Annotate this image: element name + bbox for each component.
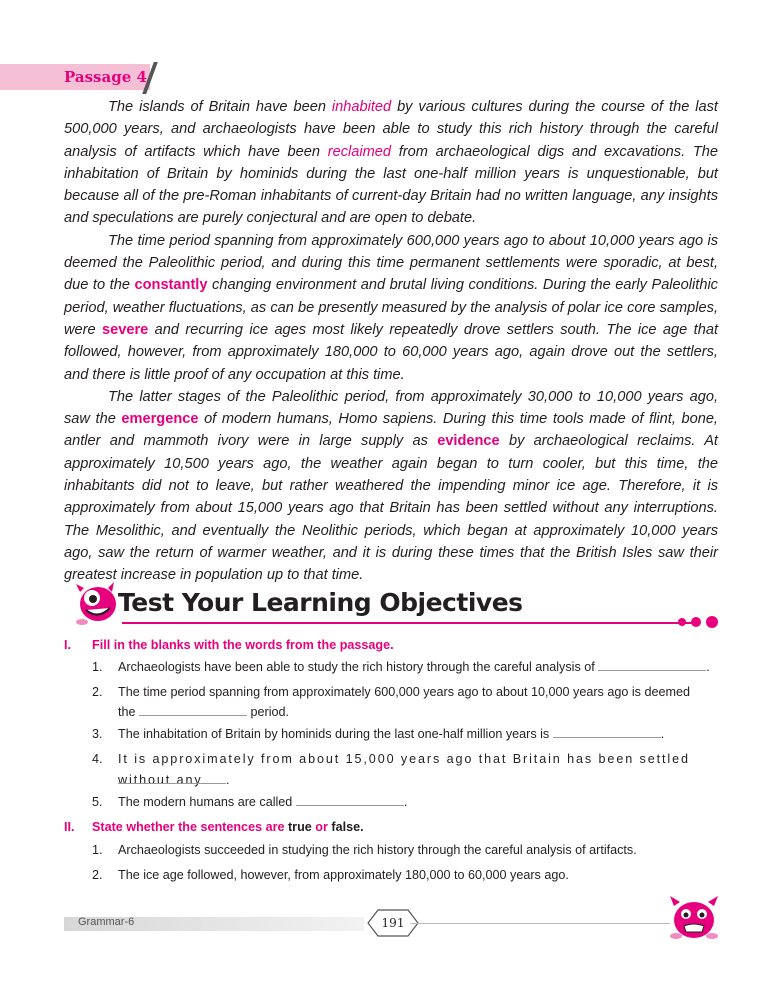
vocab-word: emergence <box>121 411 199 428</box>
question-text: The inhabitation of Britain by hominids during the last one-half million years is <box>118 727 550 741</box>
text-run: from archaeological digs and excavations. The inhabitation of Britain by hominids during the last one-half million years is unquestionable, but because all of the pre-Roman inhabitants of current-day Britain had no written language, any insights and speculations are purely conjectural and are open to debate. <box>64 143 718 227</box>
tlo-title: Test Your Learning Objectives <box>118 588 523 617</box>
question-4-line1: It is approximately from about 15,000 years ago that Britain has been settled without any <box>118 752 690 787</box>
answer-blank[interactable] <box>139 703 247 716</box>
question-number: 2. <box>92 685 103 699</box>
passage-paragraph-2 <box>64 230 718 386</box>
monster-footer-icon <box>664 894 724 942</box>
question-4-line2 <box>118 770 230 791</box>
question-2-line1: The time period spanning from approximately 600,000 years ago to about 10,000 years ago is deemed <box>118 685 690 699</box>
passage-paragraph-3 <box>64 386 718 587</box>
question-5 <box>118 792 720 813</box>
vocab-word: evidence <box>437 433 500 450</box>
question-number: 3. <box>92 727 103 741</box>
vocab-word: inhabited <box>331 99 392 115</box>
text-run: by archaeological reclaims. At approximately 10,500 years ago, the weather again began to turn cooler, but this time, the inhabitants did not to leave, but rather weathered the impending minor ice age. Therefore, it is approximately from about 15,000 years ago that Britain has been settled without any interruptions. The Mesolithic, and eventually the Neolithic periods, which began at approximately 10,000 years ago, saw the return of warmer weather, and it is during these times that the British Isles saw their greatest increase in population up to that time. <box>64 433 718 584</box>
question-text: period. <box>250 705 290 719</box>
dots-decoration-icon <box>676 614 720 630</box>
vocab-word: constantly <box>134 277 208 294</box>
answer-blank[interactable] <box>553 725 661 738</box>
question-punct: . <box>226 773 230 787</box>
keyword-false: false. <box>331 820 364 834</box>
question-3 <box>118 724 720 745</box>
text-run: The time period spanning from approximately 600,000 years ago to about 10,000 years ago is deemed the Paleolithic period, and during this time permanent settlements were sporadic, at best, due to the <box>64 232 718 294</box>
tlo-header <box>70 578 720 628</box>
passage-paragraph-1 <box>64 96 718 230</box>
question-1 <box>118 657 720 678</box>
question-text: Archaeologists have been able to study the rich history through the careful analysis of <box>118 660 595 674</box>
text-run: The latter stages of the Paleolithic period, from approximately 30,000 to 10,000 years ago, saw the <box>64 388 718 428</box>
text-run: of modern humans, Homo sapiens. During this time tools made of flint, bone, antler and mammoth ivory were in large supply as <box>64 411 718 450</box>
question-number: 1. <box>92 843 103 857</box>
question-number: 4. <box>92 752 103 766</box>
text-run: by various cultures during the course of the last 500,000 years, and archaeologists have been able to study this rich history through the careful analysis of artifacts which have been <box>64 99 718 160</box>
vocab-word: severe <box>102 321 149 338</box>
question-text: the <box>118 705 136 719</box>
tf-question-2: The ice age followed, however, from approximately 180,000 to 60,000 years ago. <box>118 868 569 882</box>
keyword-true: true <box>287 820 312 834</box>
footer-book-title: Grammar-6 <box>78 916 135 928</box>
section-2-heading-text: State whether the sentences are <box>92 820 285 834</box>
question-2-line2 <box>118 702 720 723</box>
answer-blank[interactable] <box>598 658 706 671</box>
tf-question-1: Archaeologists succeeded in studying the rich history through the careful analysis of artifacts. <box>118 843 637 857</box>
question-text: The modern humans are called <box>118 795 293 809</box>
page-number: 191 <box>381 916 405 930</box>
vocab-word: reclaimed <box>327 143 391 160</box>
question-number: 2. <box>92 868 103 882</box>
text-run: The islands of Britain have been <box>108 99 332 115</box>
answer-blank[interactable] <box>296 793 404 806</box>
passage-label: Passage 4 <box>64 68 147 86</box>
section-1-number: I. <box>64 638 71 652</box>
question-punct: . <box>403 795 408 809</box>
section-2-heading <box>92 820 364 834</box>
tlo-underline <box>122 622 692 624</box>
section-2-number: II. <box>64 820 75 834</box>
answer-blank[interactable] <box>118 771 226 784</box>
monster-mascot-icon <box>72 578 124 626</box>
question-punct: . <box>706 660 710 674</box>
text-run: and recurring ice ages most likely repeatedly drove settlers south. The ice age that followed, however, from approximately 180,000 to 60,000 years ago, again drove out the settlers, and there is little proof of any occupation at this time. <box>64 321 718 383</box>
footer-rule <box>410 923 670 924</box>
keyword-or: or <box>315 820 328 834</box>
question-punct: . <box>660 727 665 741</box>
question-number: 5. <box>92 795 103 809</box>
question-number: 1. <box>92 660 103 674</box>
passage-body <box>64 96 718 587</box>
text-run: changing environment and brutal living conditions. During the early Paleolithic period, weather fluctuations, as can be presently measured by the analysis of polar ice core samples, were <box>64 277 718 338</box>
section-1-heading: Fill in the blanks with the words from the passage. <box>92 638 394 652</box>
